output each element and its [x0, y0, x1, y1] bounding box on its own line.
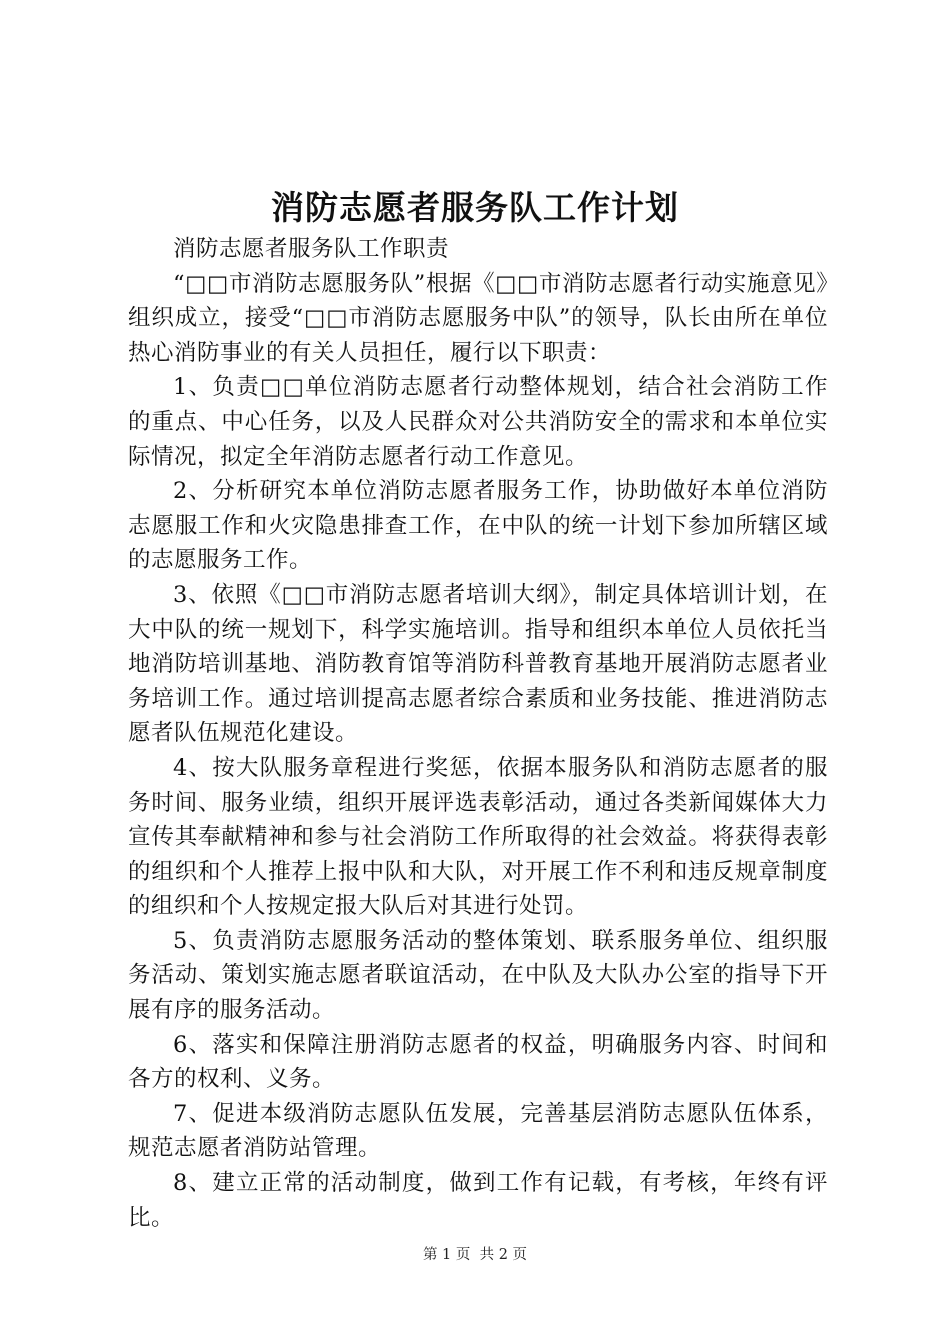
document-title: 消防志愿者服务队工作计划 [271, 188, 679, 227]
duty-item-3: 3、依照《□□市消防志愿者培训大纲》，制定具体培训计划，在大中队的统一规划下，科学实施培训。指导和组织本单位人员依托当地消防培训基地、消防教育馆等消防科普教育基地开展消防志愿者业务培训工作。通过培训提高志愿者综合素质和业务技能、推进消防志愿者队伍规范化建设。 [128, 581, 828, 747]
page-footer [0, 1245, 950, 1265]
document-body [128, 232, 828, 1235]
duty-item-7: 7、促进本级消防志愿队伍发展，完善基层消防志愿队伍体系，规范志愿者消防站管理。 [128, 1100, 828, 1162]
intro-paragraph: “□□市消防志愿服务队”根据《□□市消防志愿者行动实施意见》组织成立，接受“□□市消防志愿服务中队”的领导，队长由所在单位热心消防事业的有关人员担任，履行以下职责： [128, 270, 828, 366]
duty-item-5: 5、负责消防志愿服务活动的整体策划、联系服务单位、组织服务活动、策划实施志愿者联谊活动，在中队及大队办公室的指导下开展有序的服务活动。 [128, 927, 828, 1024]
section-heading: 消防志愿者服务队工作职责 [173, 236, 450, 262]
duty-item-4: 4、按大队服务章程进行奖惩，依据本服务队和消防志愿者的服务时间、服务业绩，组织开展评选表彰活动，通过各类新闻媒体大力宣传其奉献精神和参与社会消防工作所取得的社会效益。将获得表彰的组织和个人推荐上报中队和大队，对开展工作不利和违反规章制度的组织和个人按规定报大队后对其进行处罚。 [128, 754, 828, 920]
page-number-label: 第 1 页 共 2 页 [422, 1247, 528, 1263]
duty-item-8: 8、建立正常的活动制度，做到工作有记载，有考核，年终有评比。 [128, 1170, 828, 1231]
duty-item-2: 2、分析研究本单位消防志愿者服务工作，协助做好本单位消防志愿服工作和火灾隐患排查工作，在中队的统一计划下参加所辖区域的志愿服务工作。 [128, 478, 828, 574]
duty-item-1: 1、负责□□单位消防志愿者行动整体规划，结合社会消防工作的重点、中心任务，以及人民群众对公共消防安全的需求和本单位实际情况，拟定全年消防志愿者行动工作意见。 [128, 374, 828, 470]
duty-item-6: 6、落实和保障注册消防志愿者的权益，明确服务内容、时间和各方的权利、义务。 [128, 1031, 828, 1093]
